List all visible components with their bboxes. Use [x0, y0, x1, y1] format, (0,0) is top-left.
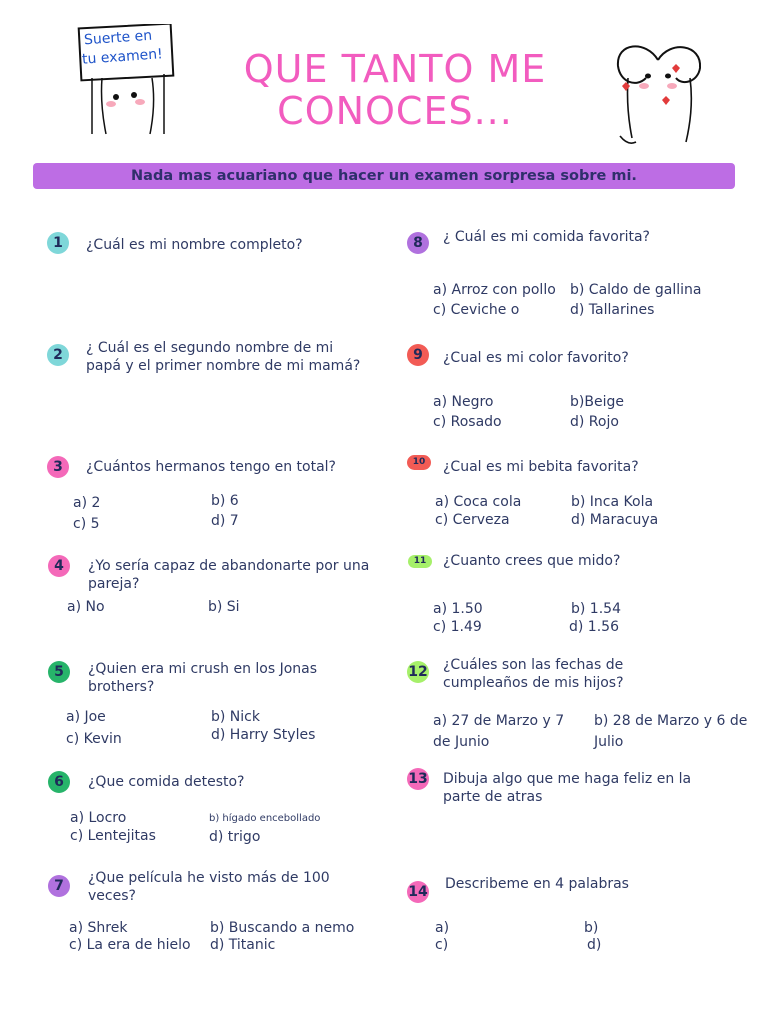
- question-number-badge: 7: [48, 875, 70, 897]
- answer-option: c) La era de hielo: [69, 937, 191, 953]
- question-number-badge: 14: [407, 881, 429, 903]
- answer-option: b) 28 de Marzo y 6 de Julio: [594, 713, 748, 750]
- question-number-badge: 12: [407, 661, 429, 683]
- answer-option: b) Buscando a nemo: [210, 920, 355, 936]
- good-luck-sign-illustration: [66, 24, 198, 146]
- question-text: ¿Cual es mi bebita favorita?: [443, 459, 639, 475]
- question-number-badge: 8: [407, 232, 429, 254]
- answer-option: d) Harry Styles: [211, 727, 316, 743]
- question-text: ¿Que película he visto más de 100 veces?: [88, 870, 330, 904]
- answer-option: c) Rosado: [433, 414, 502, 430]
- question-number-badge: 10: [407, 455, 431, 470]
- answer-option: a) No: [67, 599, 105, 615]
- answer-option: c): [435, 937, 449, 953]
- answer-option: a) Negro: [433, 394, 494, 410]
- question-number-badge: 11: [408, 555, 432, 568]
- question-number-badge: 6: [48, 771, 70, 793]
- answer-option: b)Beige: [570, 394, 624, 410]
- answer-option: d) 1.56: [569, 619, 619, 635]
- subtitle-banner: Nada mas acuariano que hacer un examen sorpresa sobre mi.: [33, 163, 735, 189]
- question-text: Dibuja algo que me haga feliz en la parte de atras: [443, 771, 692, 805]
- question-text: ¿Que comida detesto?: [88, 774, 245, 790]
- answer-option: d) trigo: [209, 829, 261, 845]
- question-number-badge: 2: [47, 344, 69, 366]
- answer-option: a) 27 de Marzo y 7 de Junio: [433, 713, 565, 750]
- question-number-badge: 5: [48, 661, 70, 683]
- title-line2: CONOCES...: [277, 89, 513, 133]
- question-text: ¿Yo sería capaz de abandonarte por una pareja?: [88, 558, 370, 592]
- answer-option: d) Maracuya: [571, 512, 659, 528]
- answer-option: a) 2: [73, 495, 101, 511]
- answer-option: a): [435, 920, 450, 936]
- answer-option: a) Joe: [66, 709, 106, 725]
- heart-character-illustration: [606, 38, 710, 148]
- answer-option: b) Si: [208, 599, 240, 615]
- question-text: ¿Cual es mi color favorito?: [443, 350, 629, 366]
- question-text: ¿Cuál es mi nombre completo?: [86, 237, 303, 253]
- title-line1: QUE TANTO ME: [243, 47, 547, 91]
- question-text: ¿Cuáles son las fechas de cumpleaños de mis hijos?: [443, 657, 624, 691]
- question-number-badge: 9: [407, 344, 429, 366]
- answer-option: c) 5: [73, 516, 100, 532]
- question-number-badge: 13: [407, 768, 429, 790]
- question-number-badge: 3: [47, 456, 69, 478]
- question-text: ¿Quien era mi crush en los Jonas brothers?: [88, 661, 318, 695]
- answer-option: c) Lentejitas: [70, 828, 156, 844]
- answer-option: b) 1.54: [571, 601, 621, 617]
- answer-option: b) Nick: [211, 709, 260, 725]
- answer-option: d): [587, 937, 602, 953]
- question-text: ¿Cuántos hermanos tengo en total?: [86, 459, 336, 475]
- answer-option: c) Ceviche o: [433, 302, 520, 318]
- answer-option: c) Cerveza: [435, 512, 510, 528]
- answer-option: b) hígado encebollado: [209, 813, 321, 824]
- answer-option: a) Coca cola: [435, 494, 522, 510]
- answer-option: c) 1.49: [433, 619, 482, 635]
- question-text: Describeme en 4 palabras: [445, 876, 629, 892]
- question-text: ¿ Cuál es mi comida favorita?: [443, 229, 650, 245]
- answer-option: a) Arroz con pollo: [433, 282, 556, 298]
- sign-text-line1: Suerte en: [83, 27, 153, 49]
- page-title: [200, 48, 590, 132]
- answer-option: b): [584, 920, 599, 936]
- question-number-badge: 4: [48, 555, 70, 577]
- answer-option: b) Inca Kola: [571, 494, 654, 510]
- answer-option: b) 6: [211, 493, 239, 509]
- question-text: ¿ Cuál es el segundo nombre de mi papá y el primer nombre de mi mamá?: [86, 340, 361, 374]
- answer-option: d) 7: [211, 513, 239, 529]
- question-text: ¿Cuanto crees que mido?: [443, 553, 621, 569]
- sign-text-line2: tu examen!: [81, 46, 164, 68]
- answer-option: d) Rojo: [570, 414, 619, 430]
- answer-option: b) Caldo de gallina: [570, 282, 702, 298]
- answer-option: a) 1.50: [433, 601, 483, 617]
- question-number-badge: 1: [47, 232, 69, 254]
- answer-option: d) Titanic: [210, 937, 276, 953]
- answer-option: a) Locro: [70, 810, 127, 826]
- answer-option: c) Kevin: [66, 731, 122, 747]
- answer-option: d) Tallarines: [570, 302, 655, 318]
- answer-option: a) Shrek: [69, 920, 128, 936]
